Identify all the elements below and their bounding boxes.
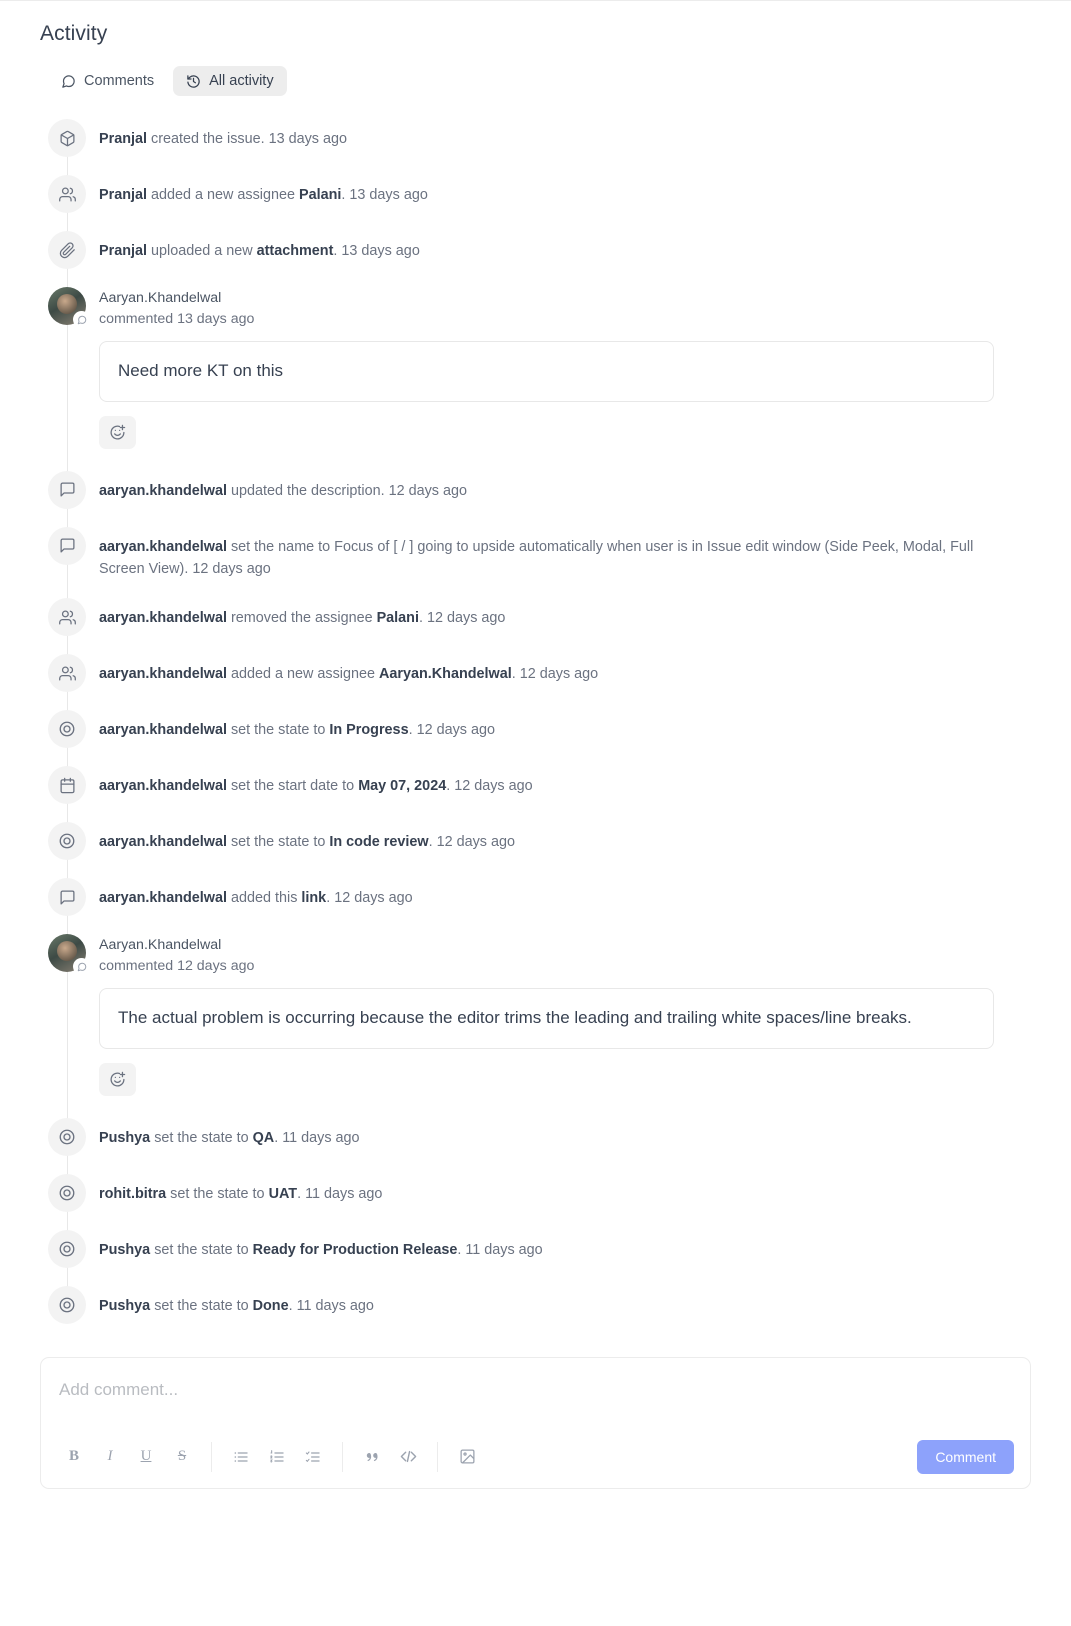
comment-body: [99, 287, 1031, 453]
comment-badge-icon: [73, 958, 90, 975]
activity-actor: Pushya: [99, 1129, 151, 1146]
comment-item: [48, 278, 1031, 462]
activity-item: [48, 110, 1031, 166]
comment-text: Need more KT on this: [99, 341, 994, 401]
activity-text: [99, 654, 598, 685]
reaction-row: [99, 1063, 1031, 1096]
comment-author: Aaryan.Khandelwal: [99, 937, 222, 954]
paperclip-icon: [48, 231, 86, 269]
activity-actor: aaryan.khandelwal: [99, 778, 227, 795]
activity-emphasis: Palani: [299, 187, 342, 203]
activity-actor: aaryan.khandelwal: [99, 610, 227, 627]
avatar: [48, 934, 86, 972]
activity-item: [48, 166, 1031, 222]
activity-emphasis: Done: [252, 1297, 289, 1314]
activity-actor: aaryan.khandelwal: [99, 722, 227, 739]
activity-text-before: set the state to: [150, 1129, 253, 1146]
activity-text: [99, 1118, 360, 1149]
activity-actor: aaryan.khandelwal: [99, 890, 227, 907]
activity-time: 11 days ago: [296, 1297, 374, 1314]
activity-text-after: .: [408, 722, 417, 739]
people-icon: [48, 654, 86, 692]
activity-text: [99, 710, 495, 741]
activity-timeline: [48, 110, 1031, 1333]
activity-text-before: added a new assignee: [147, 187, 300, 203]
activity-time: 12 days ago: [416, 722, 495, 739]
comment-header: [99, 287, 1031, 329]
activity-text: [99, 527, 999, 581]
reaction-row: [99, 416, 1031, 449]
activity-actor: Pranjal: [99, 187, 147, 203]
tab-comments[interactable]: [48, 66, 167, 96]
todo-list-button[interactable]: [298, 1442, 328, 1472]
numbered-list-button[interactable]: [262, 1442, 292, 1472]
activity-item: [48, 701, 1031, 757]
activity-emphasis: In code review: [329, 834, 429, 851]
activity-time: 12 days ago: [388, 482, 468, 499]
list-group: [212, 1442, 343, 1472]
state-circle-icon: [48, 1118, 86, 1156]
editor-toolbar: [41, 1430, 1030, 1488]
activity-item: [48, 1221, 1031, 1277]
people-icon: [48, 175, 86, 213]
activity-text: [99, 1286, 374, 1317]
activity-item: [48, 1277, 1031, 1333]
image-button[interactable]: [452, 1442, 482, 1472]
activity-time: 13 days ago: [349, 187, 428, 203]
activity-emphasis: Aaryan.Khandelwal: [379, 666, 512, 683]
activity-text: [99, 598, 505, 629]
text-format-group: [55, 1442, 212, 1472]
comment-item: [48, 925, 1031, 1109]
comment-icon: [61, 74, 76, 89]
add-reaction-icon[interactable]: [99, 416, 136, 449]
activity-text: [99, 822, 515, 853]
activity-text-after: .: [511, 666, 520, 683]
bold-button[interactable]: B: [59, 1442, 89, 1472]
activity-time: 12 days ago: [426, 610, 506, 627]
activity-text: [99, 766, 533, 797]
underline-button[interactable]: U: [131, 1442, 161, 1472]
activity-text-before: created the issue.: [147, 131, 269, 147]
activity-text-before: uploaded a new: [147, 243, 257, 259]
activity-time: 13 days ago: [268, 131, 348, 147]
activity-emphasis: Palani: [376, 610, 419, 627]
avatar-image: [57, 294, 77, 314]
state-circle-icon: [48, 1174, 86, 1212]
activity-emphasis: attachment: [256, 243, 334, 259]
comment-header: [99, 934, 1031, 976]
avatar: [48, 287, 86, 325]
activity-text-after: .: [457, 1241, 466, 1258]
activity-time: 12 days ago: [454, 778, 533, 795]
activity-time: 11 days ago: [305, 1185, 383, 1202]
activity-actor: Pushya: [99, 1241, 151, 1258]
activity-item: [48, 813, 1031, 869]
comment-editor: [40, 1357, 1031, 1489]
state-circle-icon: [48, 822, 86, 860]
activity-text-before: added this: [226, 890, 302, 907]
activity-actor: Pranjal: [99, 243, 147, 259]
activity-item: [48, 1165, 1031, 1221]
activity-item: [48, 518, 1031, 590]
activity-text-before: set the state to: [150, 1241, 253, 1258]
media-group: [438, 1442, 496, 1472]
activity-text-after: .: [274, 1129, 283, 1146]
activity-item: [48, 222, 1031, 278]
activity-actor: Pushya: [99, 1297, 151, 1314]
activity-text-before: updated the description.: [226, 482, 389, 499]
activity-emphasis: Ready for Production Release: [252, 1241, 458, 1258]
activity-emphasis: May 07, 2024: [358, 778, 447, 795]
italic-button[interactable]: I: [95, 1442, 125, 1472]
history-icon: [186, 74, 201, 89]
activity-text: [99, 1174, 382, 1205]
add-reaction-icon[interactable]: [99, 1063, 136, 1096]
activity-text: [99, 231, 420, 262]
activity-text-after: .: [326, 890, 335, 907]
state-circle-icon: [48, 710, 86, 748]
activity-text-before: set the name to Focus of [ / ] going to upside automatically when user is in Issue edit window (Side Peek, Modal, Full Screen View).: [99, 538, 974, 577]
activity-time: 11 days ago: [282, 1129, 360, 1146]
activity-item: [48, 462, 1031, 518]
activity-time: 12 days ago: [519, 666, 599, 683]
comment-square-icon: [48, 878, 86, 916]
comment-meta: commented 12 days ago: [99, 957, 255, 974]
activity-text-before: set the start date to: [226, 778, 359, 795]
activity-item: [48, 869, 1031, 925]
activity-text: [99, 119, 347, 150]
block-group: [343, 1442, 438, 1472]
people-icon: [48, 598, 86, 636]
activity-emphasis: QA: [252, 1129, 275, 1146]
state-circle-icon: [48, 1230, 86, 1268]
strikethrough-button[interactable]: S: [167, 1442, 197, 1472]
activity-text-after: .: [333, 243, 342, 259]
activity-time: 13 days ago: [341, 243, 420, 259]
cube-icon: [48, 119, 86, 157]
activity-text-before: set the state to: [226, 834, 330, 851]
bulleted-list-button[interactable]: [226, 1442, 256, 1472]
state-circle-icon: [48, 1286, 86, 1324]
tab-all-activity[interactable]: [173, 66, 286, 96]
activity-actor: aaryan.khandelwal: [99, 666, 227, 683]
activity-actor: Pranjal: [99, 131, 147, 147]
activity-emphasis: UAT: [268, 1185, 298, 1202]
activity-text: [99, 1230, 543, 1261]
activity-actor: aaryan.khandelwal: [99, 482, 227, 499]
activity-tabs: [48, 66, 1031, 96]
activity-text-after: .: [446, 778, 455, 795]
activity-text: [99, 878, 413, 909]
quote-button[interactable]: [357, 1442, 387, 1472]
activity-time: 12 days ago: [334, 890, 413, 907]
comment-text: The actual problem is occurring because the editor trims the leading and trailing white spaces/line breaks.: [99, 988, 994, 1048]
activity-emphasis: link: [301, 890, 327, 907]
activity-text: [99, 471, 467, 502]
page-title: Activity: [40, 22, 108, 45]
comment-meta: commented 13 days ago: [99, 310, 255, 327]
activity-actor: aaryan.khandelwal: [99, 834, 227, 851]
activity-item: [48, 645, 1031, 701]
submit-comment-button[interactable]: Comment: [917, 1440, 1014, 1474]
activity-item: [48, 1109, 1031, 1165]
activity-text-before: set the state to: [226, 722, 330, 739]
tab-all-activity-label: All activity: [209, 73, 274, 89]
activity-actor: aaryan.khandelwal: [99, 538, 227, 555]
comment-input[interactable]: Add comment...: [59, 1379, 179, 1399]
tab-comments-label: Comments: [84, 73, 155, 89]
activity-actor: rohit.bitra: [99, 1185, 167, 1202]
activity-text-after: .: [297, 1185, 306, 1202]
activity-time: 11 days ago: [465, 1241, 543, 1258]
activity-text-after: .: [418, 610, 427, 627]
activity-item: [48, 589, 1031, 645]
activity-item: [48, 757, 1031, 813]
comment-badge-icon: [73, 311, 90, 328]
code-block-button[interactable]: [393, 1442, 423, 1472]
activity-text-before: removed the assignee: [226, 610, 377, 627]
panel-top-divider: [0, 0, 1071, 1]
activity-emphasis: In Progress: [329, 722, 409, 739]
activity-text: [99, 175, 428, 206]
comment-square-icon: [48, 471, 86, 509]
activity-time: 12 days ago: [436, 834, 515, 851]
activity-text-after: .: [288, 1297, 297, 1314]
activity-time: 12 days ago: [192, 560, 271, 577]
calendar-icon: [48, 766, 86, 804]
activity-text-before: set the state to: [150, 1297, 253, 1314]
comment-author: Aaryan.Khandelwal: [99, 290, 222, 306]
activity-text-before: added a new assignee: [226, 666, 379, 683]
comment-body: [99, 934, 1031, 1100]
comment-square-icon: [48, 527, 86, 565]
activity-text-after: .: [341, 187, 350, 203]
activity-text-after: .: [428, 834, 437, 851]
activity-text-before: set the state to: [166, 1185, 269, 1202]
avatar-image: [57, 941, 77, 961]
